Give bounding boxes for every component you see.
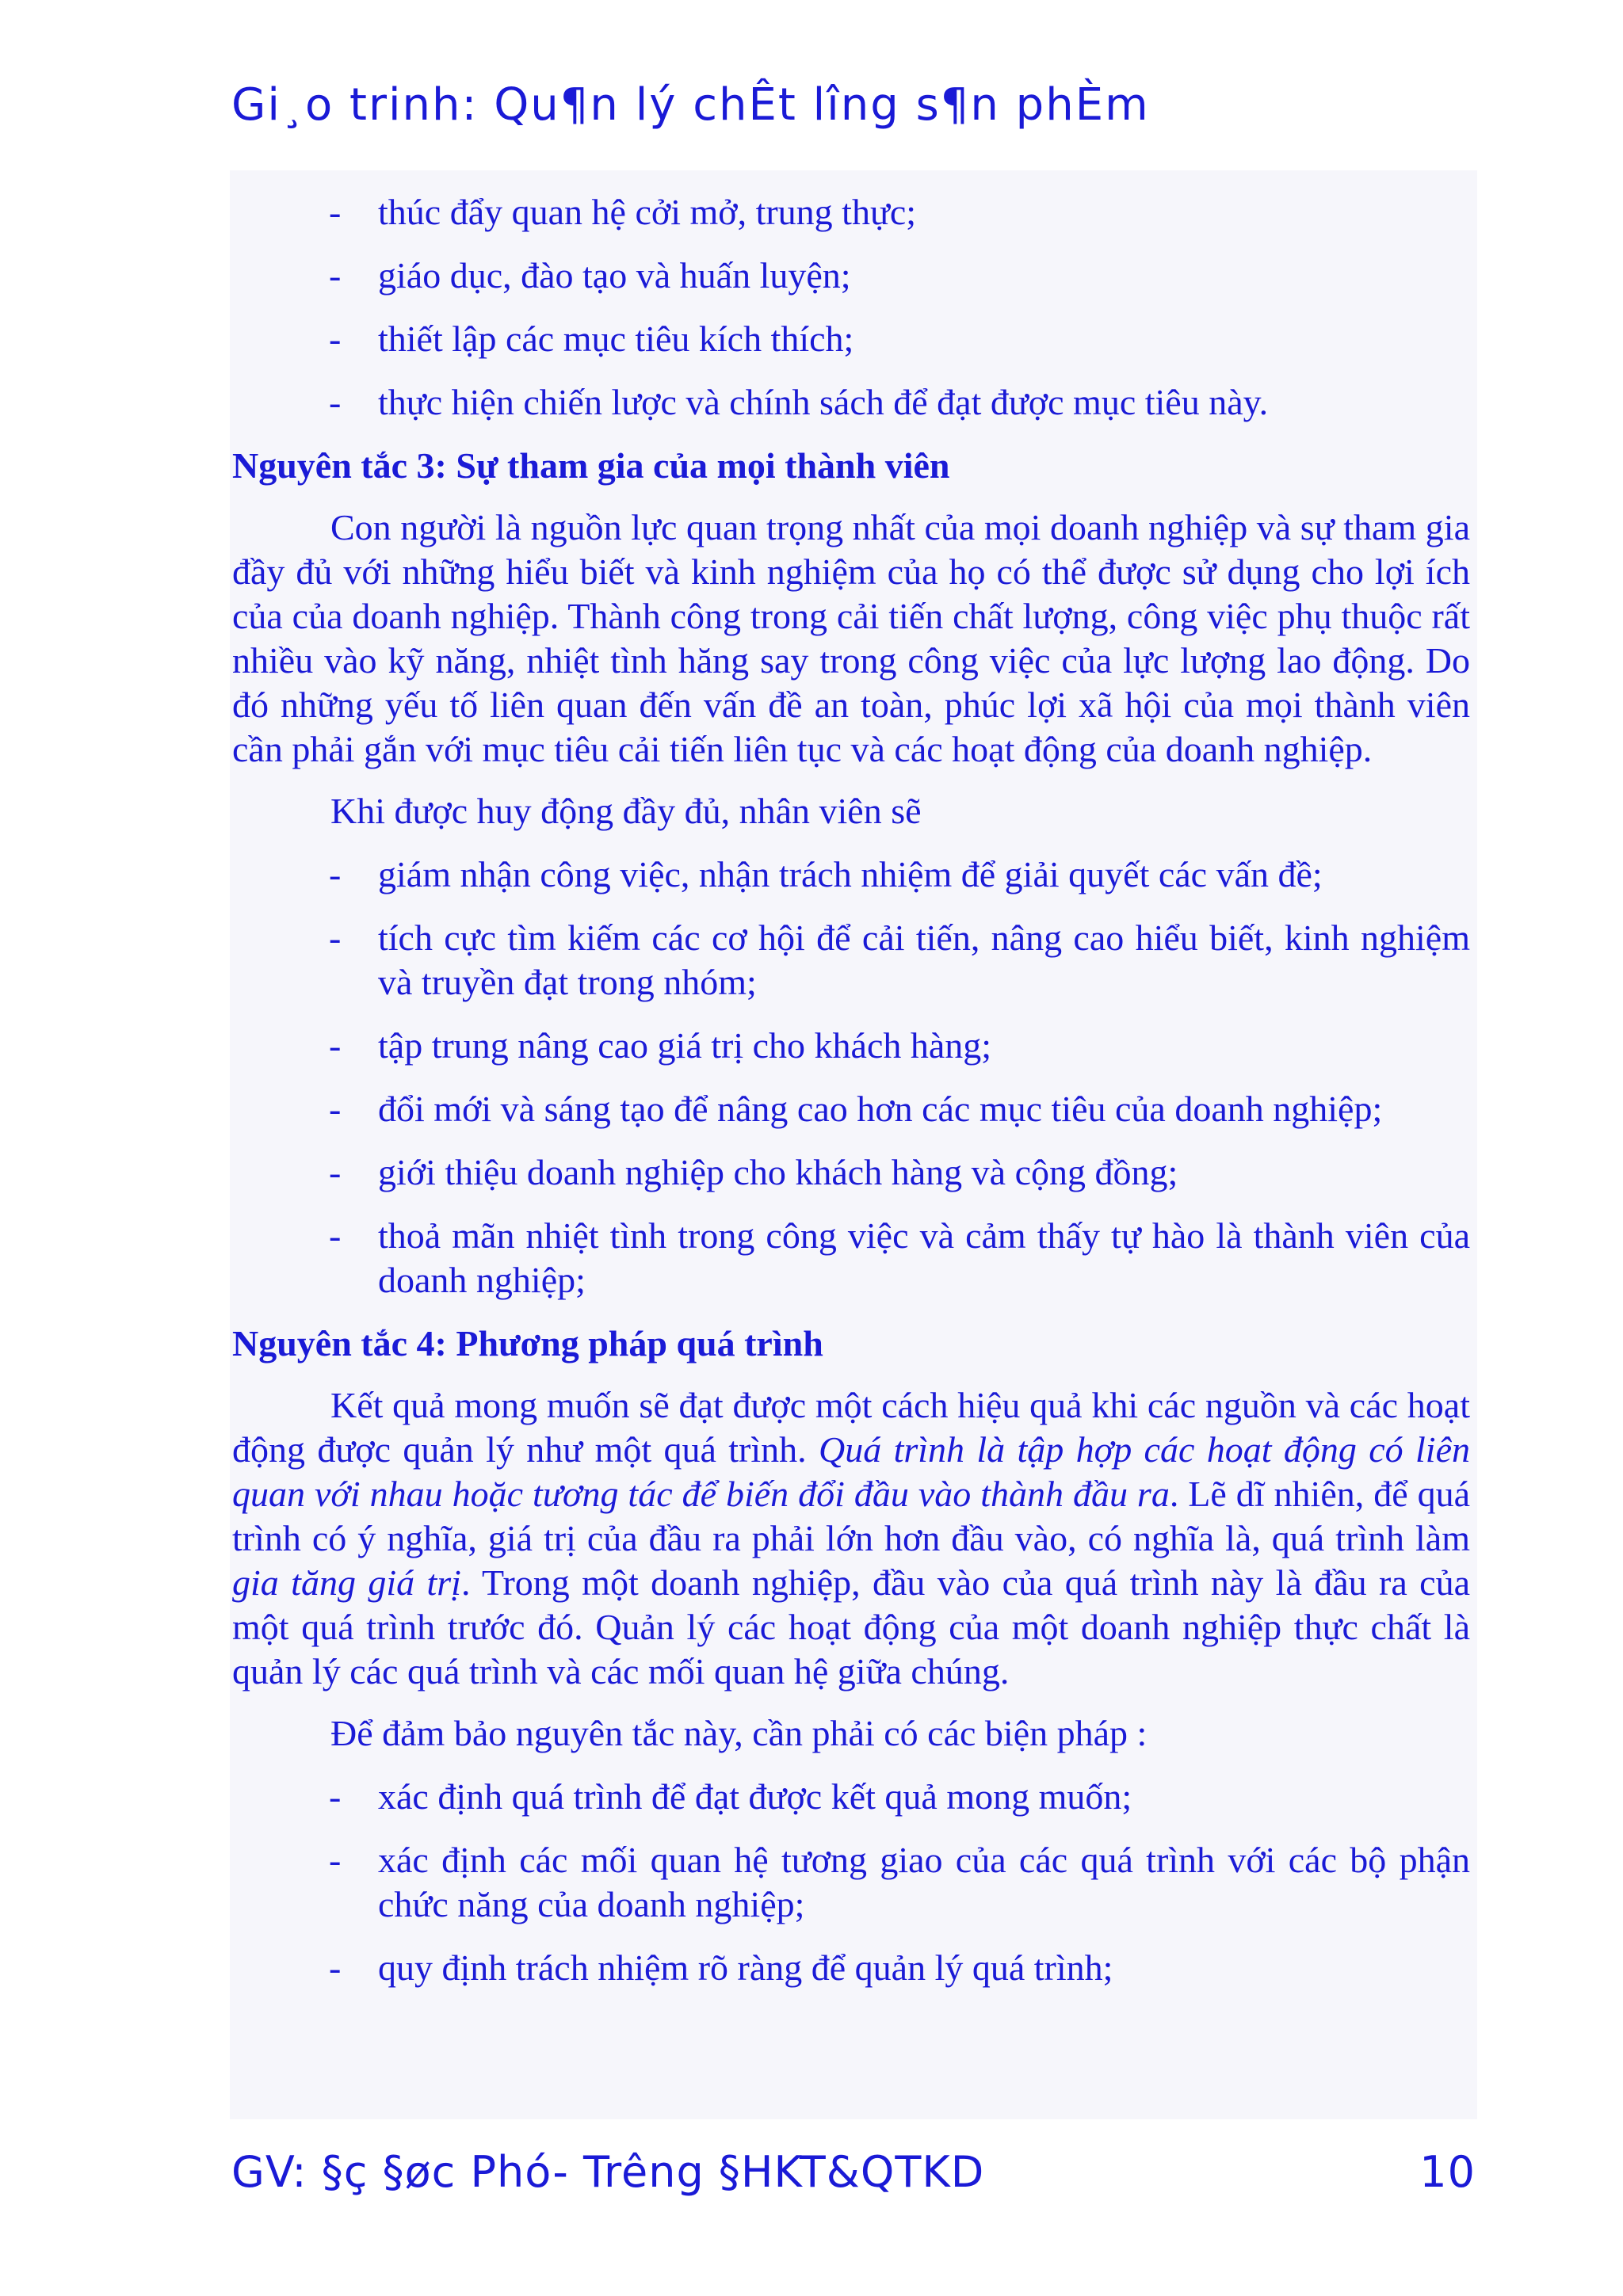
bullet-dash: - <box>329 917 342 958</box>
principle-4-paragraph: Kết quả mong muốn sẽ đạt được một cách hiệu quả khi các nguồn và các hoạt động được quản lý như một quá trình. Quá trình là tập hợp các hoạt động có liên quan với nhau hoặc tương tác để biến đổi đầu vào thành đầu ra. Lẽ dĩ nhiên, để quá trình có ý nghĩa, giá trị của đầu ra phải lớn hơn đầu vào, có nghĩa là, quá trình làm gia tăng giá trị. Trong một doanh nghiệp, đầu vào của quá trình này là đầu ra của một quá trình trước đó. Quản lý các hoạt động của một doanh nghiệp thực chất là quản lý các quá trình và các mối quan hệ giữa chúng. <box>232 1385 1471 1691</box>
bullet-dash: - <box>329 1840 342 1880</box>
principle-3-heading: Nguyên tắc 3: Sự tham gia của mọi thành viên <box>232 445 950 486</box>
principle-4-heading: Nguyên tắc 4: Phương pháp quá trình <box>232 1323 823 1363</box>
page-footer <box>231 2147 1476 2197</box>
list-item: - tập trung nâng cao giá trị cho khách hàng; <box>232 1024 1470 1068</box>
page-number: 10 <box>1419 2147 1476 2197</box>
bullet-dash: - <box>329 382 342 422</box>
emphasis-italic: gia tăng giá trị <box>232 1562 461 1603</box>
bullet-dash: - <box>329 1089 342 1129</box>
list-item: - giới thiệu doanh nghiệp cho khách hàng và cộng đồng; <box>232 1150 1470 1195</box>
list-item: - xác định các mối quan hệ tương giao của các quá trình với các bộ phận chức năng của doanh nghiệp; <box>232 1838 1470 1927</box>
list-item: - xác định quá trình để đạt được kết quả mong muốn; <box>232 1775 1470 1819</box>
list-item: - thúc đẩy quan hệ cởi mở, trung thực; <box>232 190 1470 235</box>
bullet-dash: - <box>329 1215 342 1256</box>
list-item: - tích cực tìm kiếm các cơ hội để cải tiến, nâng cao hiểu biết, kinh nghiệm và truyền đạt trong nhóm; <box>232 916 1470 1005</box>
page-header: Gi¸o trinh: Qu¶n lý chÊt lîng s¶n phÈm <box>231 79 1150 131</box>
bullet-dash: - <box>329 1776 342 1817</box>
principle-4-list <box>232 1775 1470 1990</box>
list-item: - thực hiện chiến lược và chính sách để đạt được mục tiêu này. <box>232 380 1470 425</box>
list-item: - thoả mãn nhiệt tình trong công việc và cảm thấy tự hào là thành viên của doanh nghiệp; <box>232 1214 1470 1302</box>
bullet-dash: - <box>329 1152 342 1192</box>
principle-3-paragraph: Con người là nguồn lực quan trọng nhất của mọi doanh nghiệp và sự tham gia đầy đủ với những hiểu biết và kinh nghiệm của họ có thể được sử dụng cho lợi ích của của doanh nghiệp. Thành công trong cải tiến chất lượng, công việc phụ thuộc rất nhiều vào kỹ năng, nhiệt tình hăng say trong công việc của lực lượng lao động. Do đó những yếu tố liên quan đến vấn đề an toàn, phúc lợi xã hội của mọi thành viên cần phải gắn với mục tiêu cải tiến liên tục và các hoạt động của doanh nghiệp. <box>232 507 1470 769</box>
bullet-dash: - <box>329 854 342 894</box>
definition-italic: Quá trình là tập hợp các hoạt động có liên quan với nhau hoặc tương tác để biến đổi đầu vào thành đầu ra <box>232 1429 1470 1514</box>
principle-4-intro: Để đảm bảo nguyên tắc này, cần phải có các biện pháp : <box>330 1713 1148 1753</box>
bullet-dash: - <box>329 318 342 359</box>
bullet-dash: - <box>329 1947 342 1988</box>
bullet-dash: - <box>329 192 342 232</box>
list-item: - giáo dục, đào tạo và huấn luyện; <box>232 254 1470 298</box>
bullet-dash: - <box>329 255 342 296</box>
list-item: - thiết lập các mục tiêu kích thích; <box>232 317 1470 361</box>
principle-3-list <box>232 852 1470 1302</box>
list-item: - giám nhận công việc, nhận trách nhiệm để giải quyết các vấn đề; <box>232 852 1470 897</box>
list-item: - đổi mới và sáng tạo để nâng cao hơn các mục tiêu của doanh nghiệp; <box>232 1087 1470 1131</box>
list-item: - quy định trách nhiệm rõ ràng để quản lý quá trình; <box>232 1946 1470 1990</box>
bullet-dash: - <box>329 1025 342 1066</box>
principle-3-intro: Khi được huy động đầy đủ, nhân viên sẽ <box>330 791 922 831</box>
footer-author: GV: §ç §øc Phó- Trêng §HKT&QTKD <box>231 2147 985 2197</box>
list-1 <box>232 190 1470 425</box>
page-content <box>232 190 1470 2009</box>
